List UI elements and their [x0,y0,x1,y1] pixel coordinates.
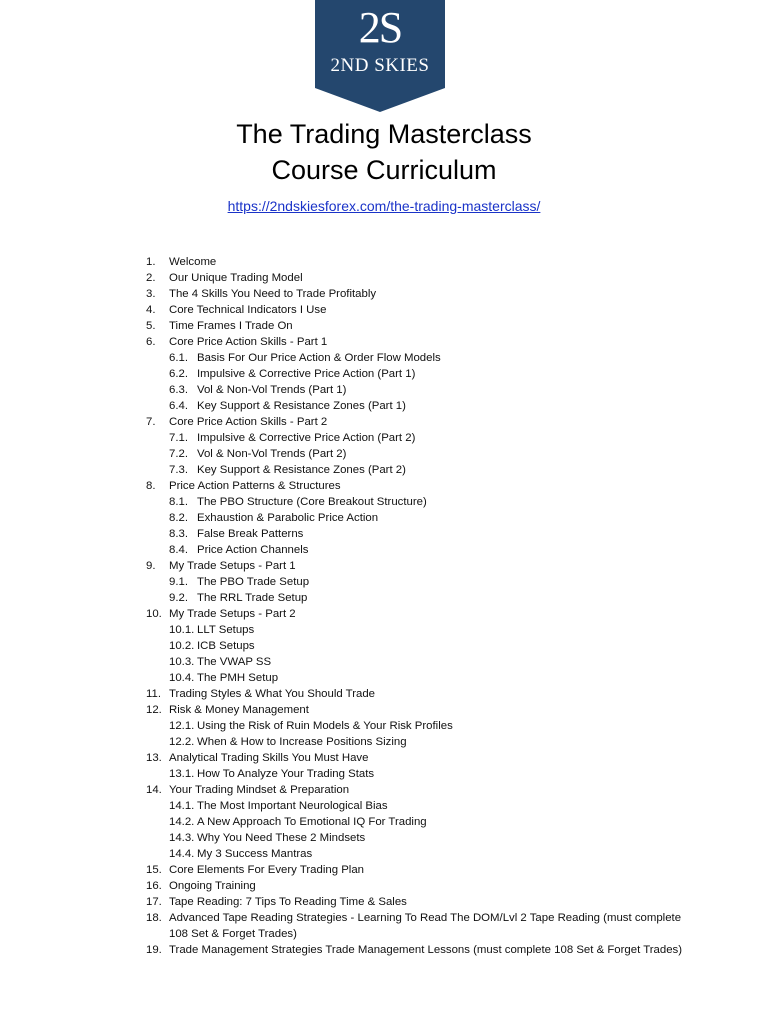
item-title: Risk & Money Management [169,704,309,716]
item-number: 10.1. [169,624,195,636]
curriculum-item [146,910,686,942]
curriculum-subitem [146,462,686,478]
item-number: 7.3. [169,464,188,476]
curriculum-item [146,302,686,318]
page-title [0,116,768,188]
item-number: 16. [146,880,162,892]
title-line-2: Course Curriculum [271,155,497,185]
item-title: Core Technical Indicators I Use [169,304,327,316]
curriculum-subitem [146,622,686,638]
item-title: Tape Reading: 7 Tips To Reading Time & Sales [169,896,407,908]
item-number: 10.4. [169,672,195,684]
curriculum-subitem [146,590,686,606]
curriculum-item [146,270,686,286]
item-number: 14.1. [169,800,195,812]
item-number: 15. [146,864,162,876]
item-number: 10.2. [169,640,195,652]
curriculum-subitem [146,574,686,590]
item-title: Price Action Channels [197,544,309,556]
item-number: 12. [146,704,162,716]
item-number: 2. [146,272,156,284]
curriculum-subitem [146,766,686,782]
item-number: 8. [146,480,156,492]
curriculum-item [146,702,686,718]
item-title: Vol & Non-Vol Trends (Part 2) [197,448,347,460]
item-number: 6. [146,336,156,348]
item-title: The VWAP SS [197,656,272,668]
item-title: My Trade Setups - Part 1 [169,560,296,572]
item-title: My Trade Setups - Part 2 [169,608,296,620]
curriculum-subitem [146,718,686,734]
curriculum-subitem [146,382,686,398]
item-title: Key Support & Resistance Zones (Part 1) [197,400,406,412]
item-title: A New Approach To Emotional IQ For Trading [197,816,427,828]
item-number: 6.1. [169,352,188,364]
curriculum-item [146,782,686,798]
item-number: 10.3. [169,656,195,668]
item-title: Trade Management Strategies Trade Management Lessons (must complete 108 Set & Forget Trades) [169,944,683,956]
item-number: 19. [146,944,162,956]
item-title: Using the Risk of Ruin Models & Your Risk Profiles [197,720,453,732]
item-number: 3. [146,288,156,300]
item-title: When & How to Increase Positions Sizing [197,736,407,748]
item-title: Basis For Our Price Action & Order Flow Models [197,352,441,364]
item-title: Analytical Trading Skills You Must Have [169,752,369,764]
item-number: 8.1. [169,496,188,508]
item-title: The Most Important Neurological Bias [197,800,388,812]
item-number: 11. [146,688,161,700]
item-title: Trading Styles & What You Should Trade [169,688,375,700]
item-title: How To Analyze Your Trading Stats [197,768,375,780]
curriculum-subitem [146,446,686,462]
item-number: 6.3. [169,384,188,396]
item-title: The 4 Skills You Need to Trade Profitably [169,288,377,300]
item-number: 8.3. [169,528,188,540]
item-title: Impulsive & Corrective Price Action (Part 1) [197,368,416,380]
item-number: 14.4. [169,848,195,860]
item-number: 9.2. [169,592,188,604]
item-title: ICB Setups [197,640,255,652]
item-title: False Break Patterns [197,528,304,540]
item-number: 4. [146,304,156,316]
item-title: The PMH Setup [197,672,279,684]
curriculum-subitem [146,798,686,814]
curriculum-item [146,254,686,270]
curriculum-subitem [146,830,686,846]
curriculum-item [146,862,686,878]
course-link-wrapper [0,198,768,214]
item-title: Why You Need These 2 Mindsets [197,832,366,844]
curriculum-subitem [146,430,686,446]
curriculum-item [146,878,686,894]
curriculum-subitem [146,734,686,750]
item-number: 9.1. [169,576,188,588]
item-number: 12.2. [169,736,195,748]
item-title: Time Frames I Trade On [169,320,293,332]
item-number: 9. [146,560,156,572]
curriculum-item [146,478,686,494]
item-title: Our Unique Trading Model [169,272,303,284]
item-number: 6.4. [169,400,188,412]
item-number: 6.2. [169,368,188,380]
item-title: Price Action Patterns & Structures [169,480,341,492]
curriculum-subitem [146,846,686,862]
curriculum-item [146,318,686,334]
item-number: 5. [146,320,156,332]
item-title: Exhaustion & Parabolic Price Action [197,512,379,524]
item-title: Advanced Tape Reading Strategies - Learning To Read The DOM/Lvl 2 Tape Reading (must complete 108 Set & Forget Trades) [169,912,682,940]
course-link[interactable]: https://2ndskiesforex.com/the-trading-masterclass/ [227,198,541,214]
item-number: 13. [146,752,162,764]
curriculum-item [146,750,686,766]
curriculum-item [146,686,686,702]
item-number: 14.3. [169,832,195,844]
item-title: Ongoing Training [169,880,256,892]
item-number: 13.1. [169,768,195,780]
curriculum-subitem [146,542,686,558]
curriculum-item [146,334,686,350]
item-title: Vol & Non-Vol Trends (Part 1) [197,384,347,396]
item-number: 18. [146,912,162,924]
item-title: Core Price Action Skills - Part 2 [169,416,328,428]
curriculum-subitem [146,494,686,510]
curriculum-subitem [146,510,686,526]
item-title: Welcome [169,256,217,268]
curriculum-list [146,254,686,958]
curriculum-subitem [146,654,686,670]
item-number: 14.2. [169,816,195,828]
curriculum-item [146,558,686,574]
item-number: 14. [146,784,162,796]
item-number: 1. [146,256,156,268]
title-line-1: The Trading Masterclass [236,119,532,149]
item-title: Impulsive & Corrective Price Action (Part 2) [197,432,416,444]
curriculum-subitem [146,814,686,830]
item-number: 8.4. [169,544,188,556]
curriculum-item [146,894,686,910]
curriculum-subitem [146,638,686,654]
item-title: The PBO Structure (Core Breakout Structure) [197,496,427,508]
curriculum-subitem [146,526,686,542]
item-title: Core Elements For Every Trading Plan [169,864,364,876]
curriculum-item [146,606,686,622]
item-title: The PBO Trade Setup [197,576,310,588]
item-number: 12.1. [169,720,195,732]
item-title: My 3 Success Mantras [197,848,313,860]
curriculum-subitem [146,350,686,366]
curriculum-item [146,414,686,430]
item-number: 7.1. [169,432,188,444]
curriculum-item [146,286,686,302]
item-title: Your Trading Mindset & Preparation [169,784,350,796]
item-title: Key Support & Resistance Zones (Part 2) [197,464,406,476]
item-number: 8.2. [169,512,188,524]
item-title: LLT Setups [197,624,255,636]
item-number: 17. [146,896,162,908]
item-title: The RRL Trade Setup [197,592,308,604]
item-number: 10. [146,608,162,620]
item-title: Core Price Action Skills - Part 1 [169,336,328,348]
curriculum-subitem [146,670,686,686]
logo-name: 2ND SKIES [330,55,430,76]
item-number: 7. [146,416,156,428]
curriculum-subitem [146,366,686,382]
logo-mark: 2S [358,3,402,52]
item-number: 7.2. [169,448,188,460]
curriculum-item [146,942,686,958]
curriculum-subitem [146,398,686,414]
brand-logo [315,0,445,112]
